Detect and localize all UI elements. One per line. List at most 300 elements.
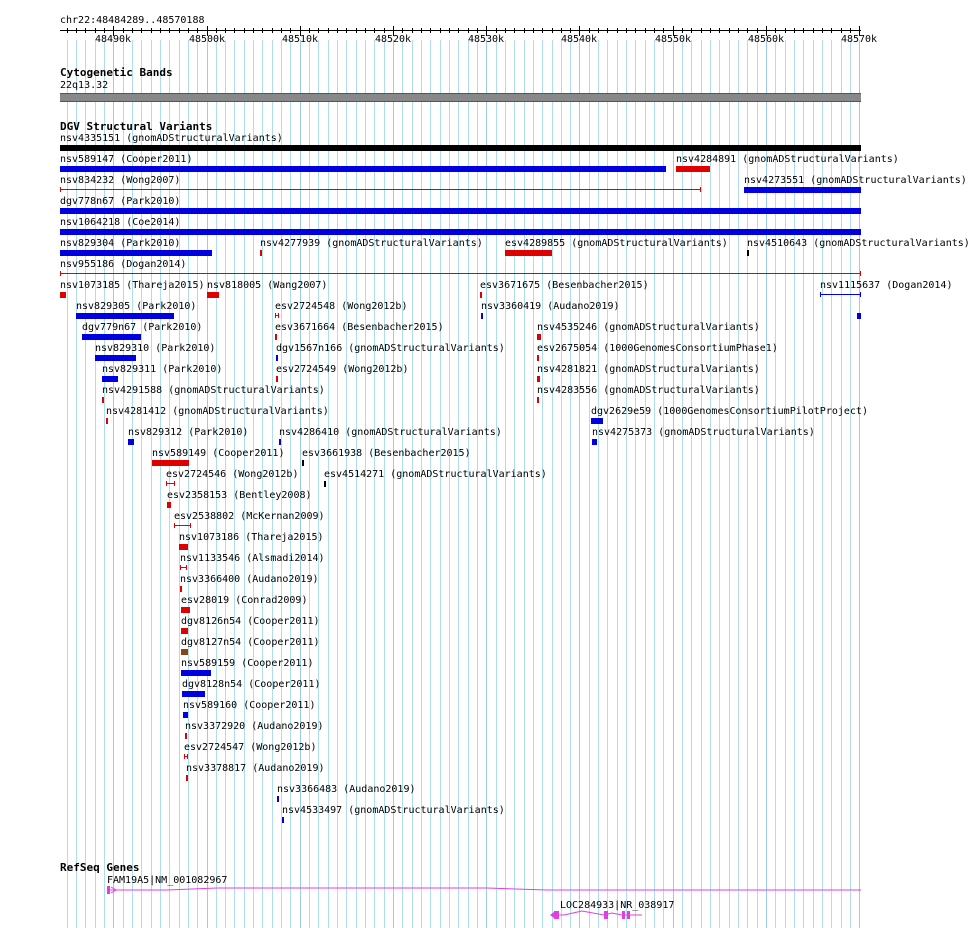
dgv-feature-id: nsv818005 [207,280,262,291]
dgv-feature-id: nsv589147 [60,154,115,165]
dgv-feature-bar[interactable] [279,439,281,445]
dgv-feature-id: nsv829304 [60,238,115,249]
ruler-minor-tick [244,28,245,33]
dgv-feature-bar[interactable] [207,292,219,298]
dgv-feature-source: gnomADStructuralVariants [748,154,893,165]
dgv-feature-label[interactable]: nsv4281821 (gnomADStructuralVariants) [537,364,760,375]
ruler-minor-tick [234,28,235,33]
dgv-feature-bar[interactable] [152,460,189,466]
dgv-feature-id: esv2675054 [537,343,598,354]
dgv-feature-label[interactable]: nsv955186 (Dogan2014) [60,259,187,270]
ruler-minor-tick [831,28,832,33]
dgv-feature-label[interactable]: esv28019 (Conrad2009) [181,595,308,606]
dgv-feature-bar[interactable] [747,250,749,256]
dgv-feature-id: nsv3366400 [180,574,241,585]
dgv-feature-bar[interactable] [60,145,861,151]
dgv-feature-id: nsv829310 [95,343,150,354]
dgv-feature-endcap [186,565,187,570]
ruler-tick-label: 48560k [747,34,785,45]
dgv-feature-label[interactable]: nsv4277939 (gnomADStructuralVariants) [260,238,483,249]
dgv-feature-source: gnomADStructuralVariants [609,385,754,396]
ruler-tick-label: 48530k [467,34,505,45]
dgv-feature-bar[interactable] [82,334,141,340]
dgv-feature-id: esv4289855 [505,238,566,249]
dgv-feature-bar[interactable] [857,313,861,319]
dgv-feature-label[interactable]: nsv4533497 (gnomADStructuralVariants) [282,805,505,816]
dgv-feature-label[interactable]: dgv8126n54 (Cooper2011) [181,616,320,627]
dgv-feature-id: esv28019 [181,595,230,606]
ruler-minor-tick [477,28,478,33]
ruler-minor-tick [281,28,282,33]
dgv-feature-id: nsv4284891 [676,154,737,165]
dgv-feature-span[interactable] [60,189,701,190]
dgv-feature-source: Park2010 [142,301,191,312]
dgv-feature-label[interactable]: nsv3366483 (Audano2019) [277,784,416,795]
dgv-feature-bar[interactable] [282,817,284,823]
ruler-minor-tick [169,28,170,33]
dgv-feature-id: esv4514271 [324,469,385,480]
dgv-feature-source: 1000GenomesConsortiumPhase1 [609,343,772,354]
dgv-feature-id: nsv955186 [60,259,115,270]
ruler-tick-label: 48550k [654,34,692,45]
dgv-feature-source: gnomADStructuralVariants [819,238,964,249]
ruler-minor-tick [440,28,441,33]
dgv-feature-source: gnomADStructuralVariants [396,469,541,480]
ruler-minor-tick [645,28,646,33]
dgv-feature-id: nsv829312 [128,427,183,438]
ruler-minor-tick [356,28,357,33]
dgv-feature-source: Park2010 [148,322,197,333]
ruler-minor-tick [794,28,795,33]
ruler-minor-tick [542,28,543,33]
dgv-feature-id: esv2724548 [275,301,336,312]
dgv-feature-label[interactable]: dgv779n67 (Park2010) [82,322,203,333]
ruler-minor-tick [785,28,786,33]
ruler-minor-tick [123,28,124,33]
ruler-minor-tick [701,28,702,33]
ruler-minor-tick [365,28,366,33]
gene-label[interactable]: FAM19A5|NM_001082967 [107,875,228,886]
dgv-feature-bar[interactable] [260,250,262,256]
ruler-minor-tick [850,28,851,33]
dgv-feature-span[interactable] [820,294,861,295]
gene-exon [622,911,625,919]
dgv-feature-label[interactable]: esv2358153 (Bentley2008) [167,490,312,501]
dgv-feature-id: esv2724547 [184,742,245,753]
dgv-feature-bar[interactable] [186,775,188,781]
ruler-minor-tick [151,28,152,33]
ruler-minor-tick [197,28,198,33]
dgv-feature-bar[interactable] [102,376,118,382]
dgv-feature-source: Wang2007 [273,280,322,291]
dgv-feature-source: gnomADStructuralVariants [577,238,722,249]
dgv-feature-endcap [180,565,181,570]
ruler-minor-tick [188,28,189,33]
dgv-feature-id: dgv8126n54 [181,616,242,627]
dgv-feature-label[interactable]: nsv3372920 (Audano2019) [185,721,324,732]
dgv-feature-bar[interactable] [592,439,597,445]
dgv-feature-source: Cooper2011 [126,154,187,165]
dgv-feature-label[interactable]: esv2675054 (1000GenomesConsortiumPhase1) [537,343,778,354]
dgv-feature-bar[interactable] [76,313,174,319]
dgv-feature-bar[interactable] [537,376,540,382]
dgv-feature-bar[interactable] [275,334,277,340]
dgv-feature-source: Thareja2015 [251,532,318,543]
ruler-minor-tick [85,28,86,33]
dgv-feature-bar[interactable] [60,166,666,172]
ruler-minor-tick [374,28,375,33]
dgv-feature-bar[interactable] [102,397,104,403]
dgv-feature-source: Cooper2011 [249,700,310,711]
dgv-feature-source: Audano2019 [553,301,614,312]
dgv-feature-id: nsv1133546 [180,553,241,564]
ruler-minor-tick [552,28,553,33]
dgv-feature-source: gnomADStructuralVariants [174,385,319,396]
dgv-feature-label[interactable]: nsv1133546 (Alsmadi2014) [180,553,325,564]
dgv-feature-label[interactable]: nsv4535246 (gnomADStructuralVariants) [537,322,760,333]
dgv-feature-bar[interactable] [276,376,278,382]
dgv-feature-source: McKernan2009 [246,511,319,522]
ruler-minor-tick [710,28,711,33]
dgv-feature-id: nsv1073185 [60,280,121,291]
dgv-feature-bar[interactable] [185,733,187,739]
dgv-feature-bar[interactable] [324,481,326,487]
cytoband-track-title[interactable]: Cytogenetic Bands [60,66,173,79]
gene-exon [604,911,608,919]
dgv-feature-label[interactable]: nsv1064218 (Coe2014) [60,217,181,228]
dgv-feature-label[interactable]: dgv1567n166 (gnomADStructuralVariants) [276,343,505,354]
dgv-feature-source: Cooper2011 [253,616,314,627]
ruler-minor-tick [738,28,739,33]
dgv-feature-source: Bentley2008 [239,490,306,501]
dgv-feature-label[interactable]: dgv8127n54 (Cooper2011) [181,637,320,648]
dgv-feature-id: nsv589160 [183,700,238,711]
dgv-feature-endcap [860,271,861,276]
ruler-minor-tick [421,28,422,33]
ruler-minor-tick [160,28,161,33]
dgv-feature-label[interactable]: esv3661938 (Besenbacher2015) [302,448,471,459]
ruler-minor-tick [449,28,450,33]
dgv-feature-label[interactable]: dgv8128n54 (Cooper2011) [182,679,321,690]
dgv-feature-id: nsv834232 [60,175,115,186]
ruler-minor-tick [309,28,310,33]
dgv-feature-id: dgv778n67 [60,196,115,207]
ruler-minor-tick [402,28,403,33]
dgv-feature-label[interactable]: esv3671664 (Besenbacher2015) [275,322,444,333]
dgv-feature-source: Cooper2011 [254,679,315,690]
dgv-feature-label[interactable]: nsv4281412 (gnomADStructuralVariants) [106,406,329,417]
dgv-feature-source: Besenbacher2015 [374,448,465,459]
dgv-feature-source: gnomADStructuralVariants [816,175,961,186]
ruler-minor-tick [132,28,133,33]
dgv-feature-label[interactable]: nsv4284891 (gnomADStructuralVariants) [676,154,899,165]
dgv-feature-source: gnomADStructuralVariants [354,805,499,816]
refseq-track-title[interactable]: RefSeq Genes [60,861,140,874]
ruler-minor-tick [514,28,515,33]
dgv-feature-label[interactable]: esv4289855 (gnomADStructuralVariants) [505,238,728,249]
dgv-feature-label[interactable]: nsv1073186 (Thareja2015) [179,532,324,543]
dgv-feature-id: esv3661938 [302,448,363,459]
ruler-minor-tick [76,28,77,33]
dgv-feature-label[interactable]: nsv829310 (Park2010) [95,343,216,354]
dgv-feature-id: nsv4510643 [747,238,808,249]
dgv-feature-bar[interactable] [60,250,212,256]
ruler-minor-tick [822,28,823,33]
ruler-minor-tick [95,28,96,33]
ruler-minor-tick [141,28,142,33]
dgv-track-title[interactable]: DGV Structural Variants [60,120,213,133]
dgv-feature-id: dgv8127n54 [181,637,242,648]
ruler-tick-label: 48500k [188,34,226,45]
ruler-minor-tick [813,28,814,33]
ruler-minor-tick [775,28,776,33]
dgv-feature-bar[interactable] [167,502,171,508]
dgv-feature-id: nsv829305 [76,301,131,312]
dgv-feature-bar[interactable] [676,166,710,172]
dgv-feature-endcap [174,523,175,528]
dgv-feature-source: Park2010 [161,343,210,354]
dgv-feature-label[interactable]: nsv4275373 (gnomADStructuralVariants) [592,427,815,438]
dgv-feature-id: nsv3360419 [481,301,542,312]
dgv-feature-bar[interactable] [128,439,134,445]
dgv-feature-endcap [184,754,185,759]
dgv-feature-bar[interactable] [537,355,539,361]
ruler-minor-tick [225,28,226,33]
dgv-feature-endcap [174,481,175,486]
dgv-feature-label[interactable]: nsv1115637 (Dogan2014) [820,280,953,291]
dgv-feature-bar[interactable] [505,250,552,256]
dgv-feature-id: nsv4281821 [537,364,598,375]
gene-exon [554,911,559,919]
dgv-feature-label[interactable]: esv2724548 (Wong2012b) [275,301,408,312]
dgv-feature-label[interactable]: esv2724546 (Wong2012b) [166,469,299,480]
ruler-minor-tick [607,28,608,33]
dgv-feature-label[interactable]: nsv3360419 (Audano2019) [481,301,620,312]
dgv-feature-label[interactable]: esv2538802 (McKernan2009) [174,511,325,522]
dgv-feature-label[interactable]: nsv1073185 (Thareja2015) [60,280,205,291]
ruler-tick-label: 48570k [840,34,878,45]
dgv-feature-id: nsv4335151 [60,133,121,144]
ruler-minor-tick [757,28,758,33]
dgv-feature-id: dgv1567n166 [276,343,343,354]
gene-exon [627,911,630,919]
dgv-feature-endcap [190,523,191,528]
dgv-feature-source: Wong2007 [126,175,175,186]
dgv-feature-bar[interactable] [179,544,188,550]
ruler-minor-tick [682,28,683,33]
dgv-feature-id: nsv829311 [102,364,157,375]
dgv-feature-id: nsv3378817 [186,763,247,774]
dgv-feature-label[interactable]: nsv829311 (Park2010) [102,364,223,375]
strand-arrow-icon [550,912,554,918]
ruler-minor-tick [468,28,469,33]
ruler-tick-label: 48490k [94,34,132,45]
dgv-feature-id: nsv4277939 [260,238,321,249]
dgv-feature-source: gnomADStructuralVariants [351,427,496,438]
gene-label[interactable]: LOC284933|NR_038917 [560,900,675,911]
dgv-feature-source: Cooper2011 [253,637,314,648]
dgv-feature-label[interactable]: nsv3366400 (Audano2019) [180,574,319,585]
cytoband-bar[interactable] [60,93,861,102]
dgv-feature-bar[interactable] [277,796,279,802]
ruler-minor-tick [626,28,627,33]
dgv-feature-source: gnomADStructuralVariants [609,364,754,375]
dgv-feature-id: nsv4283556 [537,385,598,396]
ruler-minor-tick [589,28,590,33]
dgv-feature-label[interactable]: nsv589159 (Cooper2011) [181,658,314,669]
dgv-feature-endcap [187,754,188,759]
dgv-feature-label[interactable]: nsv4291588 (gnomADStructuralVariants) [102,385,325,396]
ruler-minor-tick [747,28,748,33]
dgv-feature-endcap [278,313,279,318]
dgv-feature-label[interactable]: esv3671675 (Besenbacher2015) [480,280,649,291]
dgv-feature-source: Audano2019 [349,784,410,795]
dgv-feature-source: Park2010 [126,196,175,207]
dgv-feature-bar[interactable] [181,649,188,655]
dgv-feature-label[interactable]: nsv3378817 (Audano2019) [186,763,325,774]
dgv-feature-label[interactable]: nsv818005 (Wang2007) [207,280,328,291]
dgv-feature-source: Alsmadi2014 [252,553,319,564]
ruler-minor-tick [570,28,571,33]
dgv-feature-label[interactable]: dgv778n67 (Park2010) [60,196,181,207]
dgv-feature-id: nsv4273551 [744,175,805,186]
dgv-feature-id: nsv4291588 [102,385,163,396]
dgv-feature-bar[interactable] [181,607,190,613]
gene-intron-line [107,888,861,890]
dgv-feature-bar[interactable] [182,691,205,697]
dgv-feature-label[interactable]: nsv4510643 (gnomADStructuralVariants) [747,238,970,249]
ruler-minor-tick [179,28,180,33]
dgv-feature-label[interactable]: nsv4335151 (gnomADStructuralVariants) [60,133,283,144]
ruler-minor-tick [104,28,105,33]
dgv-feature-endcap [860,292,861,297]
dgv-feature-label[interactable]: esv2724547 (Wong2012b) [184,742,317,753]
dgv-feature-id: nsv3372920 [185,721,246,732]
ruler-tick-label: 48540k [560,34,598,45]
dgv-feature-label[interactable]: nsv829312 (Park2010) [128,427,249,438]
dgv-feature-label[interactable]: nsv829305 (Park2010) [76,301,197,312]
dgv-feature-bar[interactable] [95,355,136,361]
dgv-feature-source: gnomADStructuralVariants [132,133,277,144]
ruler-minor-tick [719,28,720,33]
dgv-feature-label[interactable]: dgv2629e59 (1000GenomesConsortiumPilotProject) [591,406,868,417]
ruler-minor-tick [67,28,68,33]
dgv-feature-id: nsv4286410 [279,427,340,438]
dgv-feature-id: nsv1064218 [60,217,121,228]
dgv-feature-label[interactable]: nsv589147 (Cooper2011) [60,154,193,165]
dgv-feature-id: esv3671664 [275,322,336,333]
dgv-feature-id: nsv1073186 [179,532,240,543]
dgv-feature-bar[interactable] [537,397,539,403]
dgv-feature-bar[interactable] [480,292,482,298]
dgv-feature-label[interactable]: nsv4283556 (gnomADStructuralVariants) [537,385,760,396]
ruler-minor-tick [803,28,804,33]
ruler-minor-tick [663,28,664,33]
ruler-minor-tick [524,28,525,33]
gene-model[interactable] [0,910,890,924]
ruler-minor-tick [318,28,319,33]
dgv-feature-source: Wong2012b [256,742,311,753]
dgv-feature-bar[interactable] [591,418,603,424]
dgv-feature-label[interactable]: esv2724549 (Wong2012b) [276,364,409,375]
dgv-feature-source: Dogan2014 [126,259,181,270]
dgv-feature-bar[interactable] [537,334,541,340]
dgv-feature-source: Audano2019 [252,574,313,585]
ruler-minor-tick [346,28,347,33]
dgv-feature-id: esv2724546 [166,469,227,480]
ruler-minor-tick [691,28,692,33]
dgv-feature-endcap [60,271,61,276]
dgv-feature-span[interactable] [174,525,191,526]
dgv-feature-source: gnomADStructuralVariants [354,343,499,354]
dgv-feature-bar[interactable] [60,208,861,214]
dgv-feature-source: Cooper2011 [247,658,308,669]
ruler-minor-tick [384,28,385,33]
dgv-feature-bar[interactable] [302,460,304,466]
ruler-minor-tick [617,28,618,33]
dgv-feature-bar[interactable] [181,670,211,676]
dgv-feature-label[interactable]: nsv829304 (Park2010) [60,238,181,249]
dgv-feature-bar[interactable] [183,712,188,718]
ruler-minor-tick [841,28,842,33]
dgv-feature-label[interactable]: nsv4273551 (gnomADStructuralVariants) [744,175,967,186]
dgv-feature-bar[interactable] [481,313,483,319]
ruler-minor-tick [412,28,413,33]
dgv-feature-source: Dogan2014 [892,280,947,291]
ruler-minor-tick [430,28,431,33]
dgv-feature-span[interactable] [60,273,861,274]
dgv-feature-id: esv2358153 [167,490,228,501]
cytoband-label: 22q13.32 [60,80,109,91]
dgv-feature-label[interactable]: nsv834232 (Wong2007) [60,175,181,186]
dgv-feature-source: Park2010 [194,427,243,438]
dgv-feature-label[interactable]: esv4514271 (gnomADStructuralVariants) [324,469,547,480]
dgv-feature-id: dgv779n67 [82,322,137,333]
gene-exon [107,886,110,894]
dgv-feature-source: gnomADStructuralVariants [332,238,477,249]
dgv-feature-bar[interactable] [180,586,182,592]
ruler-minor-tick [635,28,636,33]
dgv-feature-source: Audano2019 [257,721,318,732]
dgv-feature-endcap [700,187,701,192]
dgv-feature-source: Park2010 [126,238,175,249]
dgv-feature-id: nsv3366483 [277,784,338,795]
dgv-feature-bar[interactable] [276,355,278,361]
dgv-feature-id: esv3671675 [480,280,541,291]
dgv-feature-source: Audano2019 [258,763,319,774]
dgv-feature-bar[interactable] [106,418,108,424]
ruler-minor-tick [328,28,329,33]
ruler-minor-tick [496,28,497,33]
dgv-feature-label[interactable]: nsv589149 (Cooper2011) [152,448,285,459]
dgv-feature-bar[interactable] [60,229,861,235]
ruler-minor-tick [505,28,506,33]
dgv-feature-label[interactable]: nsv589160 (Cooper2011) [183,700,316,711]
ruler-minor-tick [253,28,254,33]
dgv-feature-label[interactable]: nsv4286410 (gnomADStructuralVariants) [279,427,502,438]
dgv-feature-bar[interactable] [744,187,861,193]
dgv-feature-source: Wong2012b [347,301,402,312]
dgv-feature-source: gnomADStructuralVariants [609,322,754,333]
dgv-feature-bar[interactable] [60,292,66,298]
gene-model[interactable] [0,885,890,899]
dgv-feature-endcap [275,313,276,318]
dgv-feature-bar[interactable] [181,628,188,634]
ruler-tick-label: 48510k [281,34,319,45]
dgv-feature-source: Wong2012b [238,469,293,480]
ruler-minor-tick [216,28,217,33]
dgv-feature-id: esv2538802 [174,511,235,522]
